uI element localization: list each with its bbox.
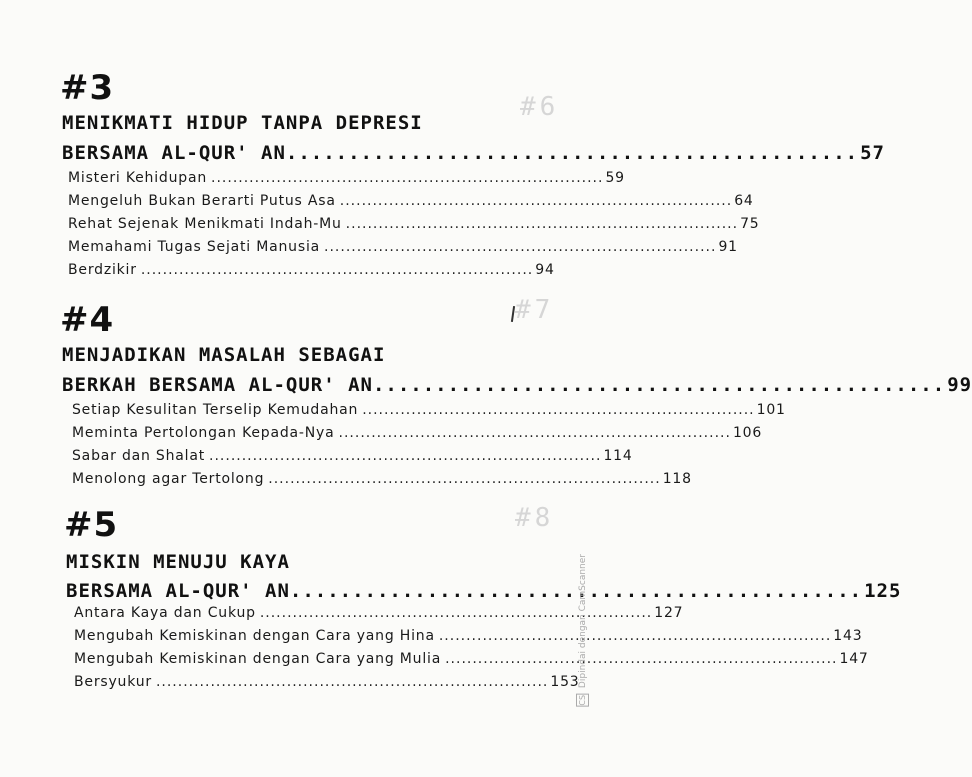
leader-dots: ........................................................................ xyxy=(339,193,733,209)
section-number: #5 xyxy=(64,505,119,545)
section-heading-line1: MENIKMATI HIDUP TANPA DEPRESI xyxy=(62,112,423,134)
entry-label: Sabar dan Shalat xyxy=(72,448,206,464)
section-number: #3 xyxy=(60,68,115,108)
toc-entry[interactable] xyxy=(74,605,684,621)
entry-label: Bersyukur xyxy=(74,674,152,690)
entry-page-number: 127 xyxy=(654,605,684,621)
entry-page-number: 91 xyxy=(718,239,738,255)
entry-page-number: 147 xyxy=(839,651,869,667)
entry-label: Rehat Sejenak Menikmati Indah-Mu xyxy=(68,216,342,232)
entry-page-number: 94 xyxy=(535,262,555,278)
heading-label: BERSAMA AL-QUR' AN xyxy=(66,580,290,602)
entry-label: Meminta Pertolongan Kepada-Nya xyxy=(72,425,335,441)
bleed-through-mark: #6 xyxy=(520,92,560,122)
bleed-through-mark: #7 xyxy=(515,295,555,325)
toc-entry[interactable] xyxy=(74,674,580,690)
section-heading-line1: MENJADIKAN MASALAH SEBAGAI xyxy=(62,344,386,366)
section-heading-line1: MISKIN MENUJU KAYA xyxy=(66,551,290,573)
toc-entry[interactable] xyxy=(68,216,760,232)
entry-page-number: 64 xyxy=(734,193,754,209)
entry-page-number: 106 xyxy=(732,425,763,441)
leader-dots: ........................................................................ xyxy=(209,448,602,464)
entry-page-number: 59 xyxy=(605,170,625,186)
leader-dots: ........................................................................ xyxy=(140,262,534,278)
scanner-badge: CS xyxy=(578,695,587,706)
entry-page-number: 153 xyxy=(550,674,580,690)
leader-dots: ........................................................................ xyxy=(338,425,731,441)
toc-entry[interactable] xyxy=(74,628,863,644)
section-number: #4 xyxy=(60,300,115,340)
leader-dots: ........................................................................ xyxy=(155,674,549,690)
entry-label: Berdzikir xyxy=(68,262,137,278)
toc-entry[interactable] xyxy=(74,651,869,667)
leader-dots: ........................................................................ xyxy=(324,239,717,255)
entry-label: Menolong agar Tertolong xyxy=(72,471,265,487)
scanner-watermark xyxy=(578,554,588,707)
heading-label: BERKAH BERSAMA AL-QUR' AN xyxy=(62,374,373,396)
entry-label: Memahami Tugas Sejati Manusia xyxy=(68,239,321,255)
section-heading-line2 xyxy=(62,374,972,396)
entry-page-number: 143 xyxy=(833,628,863,644)
toc-entry[interactable] xyxy=(72,471,692,487)
toc-entry[interactable] xyxy=(68,193,754,209)
bleed-through-mark: #8 xyxy=(515,503,555,533)
leader-dots: ........................................................................ xyxy=(345,216,739,232)
entry-label: Mengubah Kemiskinan dengan Cara yang Mulia xyxy=(74,651,442,667)
section-heading-line2 xyxy=(66,580,902,602)
entry-label: Setiap Kesulitan Terselip Kemudahan xyxy=(72,402,359,418)
leader-dots: .............................................. xyxy=(285,142,859,164)
entry-page-number: 114 xyxy=(603,448,633,464)
leader-dots: .............................................. xyxy=(289,580,863,602)
scanner-text: Dipindai dengan CamScanner xyxy=(578,554,588,689)
heading-page-number: 99 xyxy=(947,374,972,396)
toc-entry[interactable] xyxy=(72,425,763,441)
leader-dots: ........................................................................ xyxy=(268,471,661,487)
entry-page-number: 75 xyxy=(740,216,760,232)
entry-label: Mengubah Kemiskinan dengan Cara yang Hina xyxy=(74,628,435,644)
entry-page-number: 101 xyxy=(756,402,786,418)
toc-entry[interactable] xyxy=(68,262,555,278)
entry-label: Misteri Kehidupan xyxy=(68,170,208,186)
leader-dots: ........................................................................ xyxy=(259,605,653,621)
leader-dots: ........................................................................ xyxy=(362,402,755,418)
entry-label: Mengeluh Bukan Berarti Putus Asa xyxy=(68,193,336,209)
entry-page-number: 118 xyxy=(662,471,692,487)
leader-dots: ........................................................................ xyxy=(211,170,604,186)
section-heading-line2 xyxy=(62,142,885,164)
toc-entry[interactable] xyxy=(68,170,625,186)
heading-page-number: 125 xyxy=(864,580,902,602)
toc-entry[interactable] xyxy=(72,402,786,418)
leader-dots: ........................................................................ xyxy=(438,628,832,644)
toc-entry[interactable] xyxy=(72,448,633,464)
leader-dots: ........................................................................ xyxy=(445,651,838,667)
heading-page-number: 57 xyxy=(860,142,885,164)
entry-label: Antara Kaya dan Cukup xyxy=(74,605,256,621)
leader-dots: .............................................. xyxy=(372,374,946,396)
heading-label: BERSAMA AL-QUR' AN xyxy=(62,142,286,164)
toc-entry[interactable] xyxy=(68,239,738,255)
